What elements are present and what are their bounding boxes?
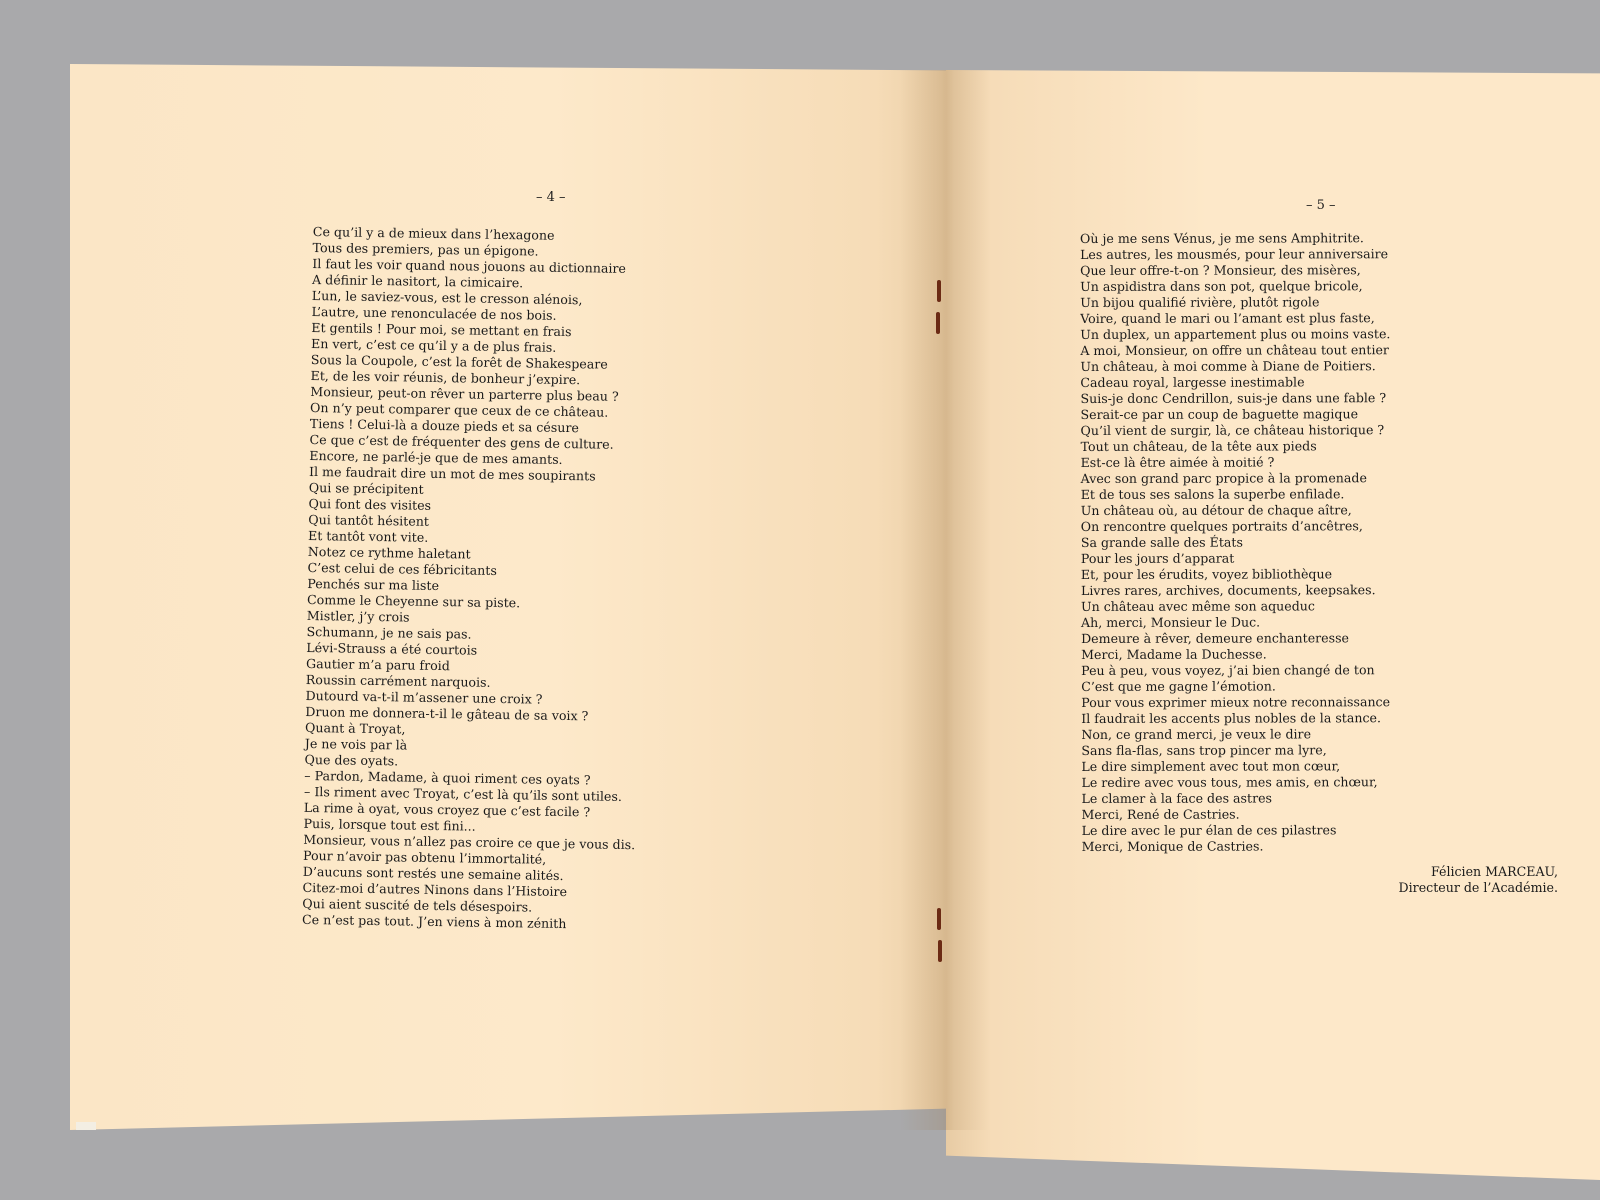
poem-line: Est-ce là être aimée à moitié ? [1080, 454, 1275, 470]
poem-line: Un château où, au détour de chaque aître, [1080, 502, 1352, 518]
poem-line: Mistler, j’y crois [306, 607, 410, 625]
poem-line: Et tantôt vont vite. [307, 527, 429, 545]
poem-line: – Pardon, Madame, à quoi riment ces oyats ? [304, 767, 591, 788]
poem-line: Le dire avec le pur élan de ces pilastres [1081, 822, 1337, 838]
poem-line: Qui font des visites [308, 495, 432, 513]
poem-line: Un château, à moi comme à Diane de Poitiers. [1080, 358, 1376, 374]
poem-line: Le redire avec vous tous, mes amis, en chœur, [1081, 774, 1378, 790]
poem-line: Sa grande salle des États [1080, 534, 1243, 550]
poem-line: Schumann, je ne sais pas. [306, 623, 472, 642]
poem-line: Ce n’est pas tout. J’en viens à mon zénith [301, 911, 567, 932]
poem-line: Encore, ne parlé-je que de mes amants. [309, 447, 563, 467]
poem-line: Qui aient suscité de tels désespoirs. [302, 895, 533, 915]
binding-stitch-top-lower [936, 312, 940, 334]
poem-line: Et gentils ! Pour moi, se mettant en frais [311, 319, 572, 340]
poem-line: Et, pour les érudits, voyez bibliothèque [1080, 566, 1333, 582]
poem-line: Citez-moi d’autres Ninons dans l’Histoire [302, 879, 568, 900]
poem-line: En vert, c’est ce qu’il y a de plus frais. [311, 335, 557, 355]
poem-line: Cadeau royal, largesse inestimable [1080, 374, 1305, 390]
poem-line: Ce qu’il y a de mieux dans l’hexagone [312, 224, 555, 243]
poem-line: Le clamer à la face des astres [1081, 790, 1273, 806]
poem-line: Monsieur, peut-on rêver un parterre plus beau ? [310, 383, 619, 404]
poem-line: Roussin carrément narquois. [305, 671, 491, 690]
poem-line: L’un, le saviez-vous, est le cresson alénois, [311, 287, 583, 308]
poem-line: Merci, Madame la Duchesse. [1081, 646, 1267, 662]
poem-line: A définir le nasitort, la cimicaire. [312, 271, 524, 291]
poem-line: Non, ce grand merci, je veux le dire [1081, 726, 1312, 742]
page-edge [76, 1122, 96, 1130]
poem-line: Je ne vois par là [304, 735, 408, 753]
poem-line: Un aspidistra dans son pot, quelque bricole, [1080, 278, 1363, 294]
binding-stitch-top [937, 280, 941, 302]
signature-name: Félicien MARCEAU, [1430, 864, 1558, 879]
poem-line: Qu’il vient de surgir, là, ce château historique ? [1080, 422, 1385, 438]
poem-line: Ce que c’est de fréquenter des gens de culture. [309, 431, 614, 452]
signature-block [1399, 864, 1558, 896]
poem-line: Pour n’avoir pas obtenu l’immortalité, [302, 847, 547, 867]
poem-line: On n’y peut comparer que ceux de ce château. [309, 399, 609, 420]
poem-line: Comme le Cheyenne sur sa piste. [306, 591, 521, 611]
poem-line: Lévi-Strauss a été courtois [306, 639, 478, 658]
poem-line: Merci, René de Castries. [1081, 806, 1240, 822]
poem-line: Où je me sens Vénus, je me sens Amphitrite. [1080, 230, 1364, 246]
poem-line: Pour vous exprimer mieux notre reconnaissance [1081, 694, 1391, 710]
poem-line: Avec son grand parc propice à la promenade [1080, 470, 1367, 486]
poem-line: La rime à oyat, vous croyez que c’est facile ? [303, 799, 591, 820]
page-number-left: – 4 – [536, 190, 566, 205]
poem-line: Qui tantôt hésitent [308, 511, 430, 529]
poem-line: Monsieur, vous n’allez pas croire ce que je vous dis. [303, 831, 636, 853]
poem-line: Voire, quand le mari ou l’amant est plus faste, [1080, 310, 1375, 326]
poem-line: Tout un château, de la tête aux pieds [1080, 438, 1317, 454]
poem-text-left [302, 224, 645, 933]
poem-line: D’aucuns sont restés une semaine alités. [302, 863, 564, 884]
poem-line: Serait-ce par un coup de baguette magique [1080, 406, 1359, 422]
poem-line: Merci, Monique de Castries. [1081, 838, 1264, 854]
signature-title: Directeur de l’Académie. [1398, 880, 1558, 895]
poem-line: Demeure à rêver, demeure enchanteresse [1081, 630, 1350, 646]
poem-line: Que des oyats. [304, 751, 399, 769]
poem-line: Gautier m’a paru froid [305, 655, 450, 674]
poem-line: Un bijou qualifié rivière, plutôt rigole [1080, 294, 1320, 310]
poem-line: Tiens ! Celui-là a douze pieds et sa césure [309, 415, 579, 436]
poem-line: Qui se précipitent [308, 479, 424, 497]
poem-line: Notez ce rythme haletant [307, 543, 471, 562]
poem-line: On rencontre quelques portraits d’ancêtres, [1080, 518, 1363, 534]
poem-line: Peu à peu, vous voyez, j’ai bien changé de ton [1081, 662, 1375, 678]
poem-line: A moi, Monsieur, on offre un château tout entier [1080, 342, 1389, 358]
poem-line: Dutourd va-t-il m’assener une croix ? [305, 687, 543, 707]
poem-line: Et, de les voir réunis, de bonheur j’expire. [310, 367, 581, 388]
poem-line: Les autres, les mousmés, pour leur anniversaire [1080, 246, 1389, 262]
poem-line: Un duplex, un appartement plus ou moins vaste. [1080, 326, 1391, 342]
poem-line: Tous des premiers, pas un épigone. [312, 239, 539, 259]
poem-line: Sans fla-flas, sans trop pincer ma lyre, [1081, 742, 1327, 758]
poem-line: C’est que me gagne l’émotion. [1081, 678, 1276, 694]
binding-stitch-bottom-lower [938, 940, 942, 962]
poem-line: Sous la Coupole, c’est la forêt de Shakespeare [310, 351, 608, 372]
poem-line: Suis-je donc Cendrillon, suis-je dans une fable ? [1080, 390, 1387, 406]
poem-line: Ah, merci, Monsieur le Duc. [1081, 614, 1261, 630]
poem-line: Il me faudrait dire un mot de mes soupirants [308, 463, 596, 484]
poem-line: Pour les jours d’apparat [1080, 550, 1235, 566]
poem-line: Un château avec même son aqueduc [1080, 598, 1315, 614]
poem-line: Livres rares, archives, documents, keepsakes. [1080, 582, 1376, 598]
poem-line: Penchés sur ma liste [307, 575, 440, 594]
poem-line: Druon me donnera-t-il le gâteau de sa voix ? [305, 703, 589, 724]
poem-line: Le dire simplement avec tout mon cœur, [1081, 758, 1341, 774]
poem-line: Puis, lorsque tout est fini... [303, 815, 476, 834]
poem-line: C’est celui de ces fébricitants [307, 559, 497, 578]
page-number-right: – 5 – [1306, 198, 1336, 213]
poem-line: Que leur offre-t-on ? Monsieur, des misères, [1080, 262, 1361, 278]
poem-line: – Ils riment avec Troyat, c’est là qu’ils sont utiles. [303, 783, 623, 804]
poem-line: Il faut les voir quand nous jouons au dictionnaire [312, 255, 627, 276]
binding-stitch-bottom [937, 908, 941, 930]
poem-line: Il faudrait les accents plus nobles de la stance. [1081, 710, 1381, 726]
poem-line: Et de tous ses salons la superbe enfilade. [1080, 486, 1345, 502]
poem-line: Quant à Troyat, [304, 719, 406, 737]
poem-line: L’autre, une renonculacée de nos bois. [311, 303, 557, 323]
poem-text-right [1080, 230, 1392, 855]
gutter-fold [900, 70, 990, 1130]
